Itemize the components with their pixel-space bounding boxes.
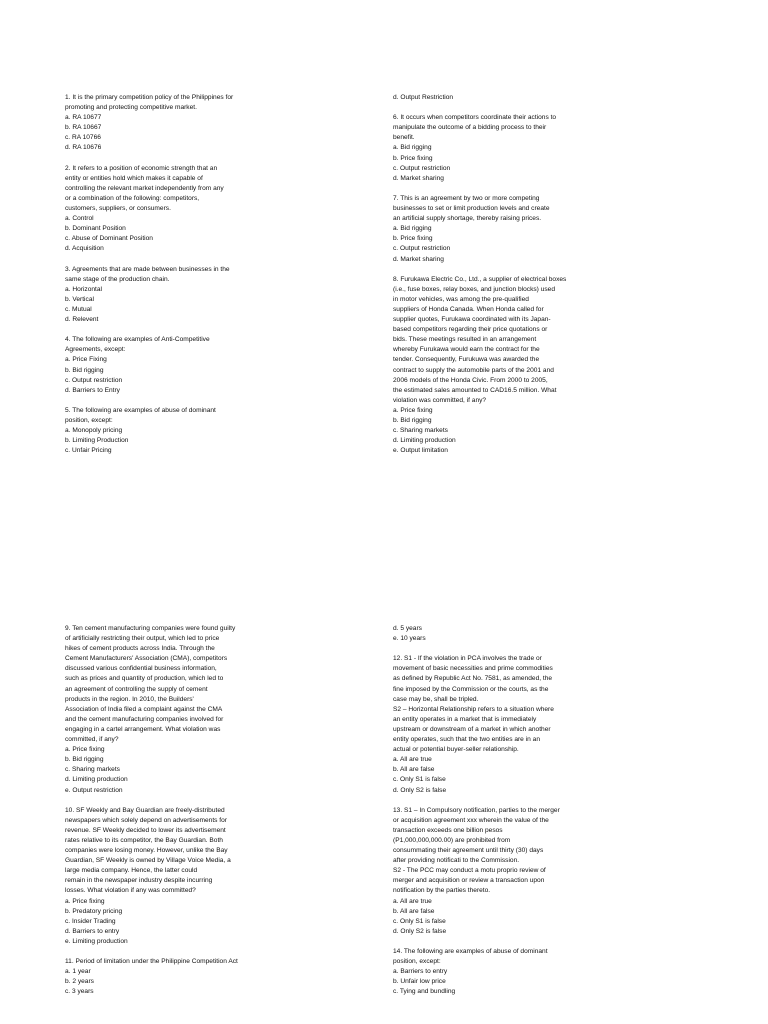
text-line: (P1,000,000,000.00) are prohibited from [393,836,511,844]
column-top-left [65,93,265,456]
text-line: (i.e., fuse boxes, relay boxes, and junction blocks) used [393,285,556,293]
text-line: a. Barriers to entry [393,968,448,976]
text-line: newspapers which solely depend on advertisements for [65,816,228,824]
text-line: a. Control [65,215,94,223]
text-line: whereby Furukawa would earn the contract for the [393,346,540,354]
blank-line [65,255,265,265]
text-line: c. RA 10766 [65,134,101,142]
text-line: d. Barriers to Entry [65,386,120,394]
text-line: 1. It is the primary competition policy of the Philippines for [65,94,234,101]
text-line: tender. Consequently, Furukuwa was awarded the [393,356,540,364]
text-line: 5. The following are examples of abuse of dominant [65,406,216,414]
text-line: c. Sharing markets [393,427,448,435]
text-line: same stage of the production chain. [65,275,170,283]
text-line: a. Price Fixing [65,356,107,364]
text-line: c. Only S1 is false [393,917,446,925]
text-line: e. Output limitation [393,447,448,455]
text-line: c. Output restriction [65,376,123,384]
text-line: entity or entities hold which makes it capable of [65,174,203,182]
text-line: 2. It refers to a position of economic strength that an [65,164,218,172]
text-line: d. 5 years [393,625,422,632]
text-line: upstream or downstream of a market in which another [393,725,551,733]
text-line: and the cement manufacturing companies involved for [65,715,224,723]
text-line: Agreements, except: [65,346,126,354]
text-line: c. Abuse of Dominant Position [65,235,153,243]
blank-line [65,154,265,164]
text-line: c. Unfair Pricing [65,447,112,455]
text-line: 3. Agreements that are made between businesses in the [65,265,230,273]
text-line: 14. The following are examples of abuse of dominant [393,948,548,955]
text-line: after providing notificati to the Commission. [393,857,520,865]
text-line: d. Output Restriction [393,94,454,101]
text-line: transaction exceeds one billion pesos [393,826,503,834]
text-line: an agreement of controlling the supply of cement [65,685,208,693]
text-line: manipulate the outcome of a bidding process to their [393,124,547,132]
column-bottom-right [393,624,593,997]
text-line: c. Sharing markets [65,766,120,774]
text-line: d. Relevent [65,316,99,324]
text-line: or a combination of the following: competitors, [65,194,200,202]
text-line: large media company. Hence, the latter could [65,867,198,875]
blank-line [65,796,265,806]
text-line: b. Bid rigging [65,366,104,374]
text-line: businesses to set or limit production levels and create [393,205,550,213]
text-line: 10. SF Weekly and Bay Guardian are freely-distributed [65,806,225,814]
text-line: a. All are true [393,756,432,764]
text-line: b. All are false [393,766,435,774]
text-line: 2006 models of the Honda Civic. From 2000 to 2005, [393,376,548,384]
text-line: of artificially restricting their output, which led to price [65,635,220,643]
text-line: Cement Manufacturers' Association (CMA), competitors [65,655,228,663]
text-line: 7. This is an agreement by two or more competing [393,194,540,202]
text-line: a. Price fixing [65,746,105,754]
text-line: violation was committed, if any? [393,396,487,404]
text-line: a. All are true [393,897,432,905]
text-line: b. Limiting Production [65,437,129,445]
text-line: c. Output restriction [393,245,451,253]
text-line: products in the region. In 2010, the Builders' [65,695,194,703]
text-line: c. 3 years [65,988,94,996]
text-line: b. Predatory pricing [65,907,123,915]
text-line: a. Horizontal [65,285,103,293]
text-line: b. Price fixing [393,235,433,243]
blank-line [393,937,593,947]
text-line: S2 - The PCC may conduct a motu proprio review of [393,867,546,875]
blank-line [65,396,265,406]
text-line: the estimated sales amounted to CAD16.5 million. What [393,386,557,394]
text-line: an entity operates in a market that is immediately [393,715,537,723]
text-line: consummating their agreement until thirty (30) days [393,847,544,855]
blank-line [393,184,593,194]
text-line: d. Barriers to entry [65,927,120,935]
blank-line [393,796,593,806]
text-line: 6. It occurs when competitors coordinate their actions to [393,114,557,122]
text-line: c. Tying and bundling [393,988,456,996]
blank-line [393,103,593,113]
text-line: fine imposed by the Commission or the courts, as the [393,685,549,693]
blank-line [393,265,593,275]
blank-line [65,947,265,957]
text-line: b. Vertical [65,295,94,303]
column-bottom-left [65,624,265,997]
text-line: entity operates, such that the two entities are in an [393,736,540,744]
text-line: benefit. [393,134,415,142]
text-line: an artificial supply shortage, thereby raising prices. [393,215,542,223]
text-line: d. Only S2 is false [393,786,447,794]
text-line: remain in the newspaper industry despite incurring [65,877,213,885]
text-line: a. Monopoly pricing [65,427,123,435]
text-line: movement of basic necessities and prime commodities [393,665,553,673]
text-line: d. Limiting production [65,776,128,784]
text-line: suppliers of Honda Canada. When Honda called for [393,305,544,313]
text-line: 9. Ten cement manufacturing companies were found guilty [65,625,236,632]
text-line: 13. S1 – In Compulsory notification, parties to the merger [393,806,560,814]
text-line: 4. The following are examples of Anti-Competitive [65,336,210,344]
text-line: in motor vehicles, was among the pre-qualified [393,295,529,303]
text-line: d. Market sharing [393,174,444,182]
text-line: merger and acquisition or review a transaction upon [393,877,545,885]
text-line: rates relative to its competitor, the Bay Guardian. Both [65,836,223,844]
text-line: S2 – Horizontal Relationship refers to a situation where [393,705,554,713]
text-line: c. Only S1 is false [393,776,446,784]
text-line: a. Price fixing [65,897,105,905]
text-line: b. 2 years [65,978,94,986]
text-line: committed, if any? [65,736,119,744]
text-line: controlling the relevant market independently from any [65,184,224,192]
text-line: companies were losing money. However, unlike the Bay [65,847,228,855]
text-line: Guardian, SF Weekly is owned by Village Voice Media, a [65,857,231,865]
text-line: d. Market sharing [393,255,444,263]
text-line: e. Output restriction [65,786,123,794]
text-line: a. Bid rigging [393,144,432,152]
text-line: position, except: [393,958,441,966]
text-line: d. Acquisition [65,245,104,253]
text-line: case may be, shall be tripled. [393,695,479,703]
text-line: 11. Period of limitation under the Philippine Competition Act [65,958,238,966]
blank-line [65,325,265,335]
text-line: notification by the parties thereto. [393,887,491,895]
text-line: c. Output restriction [393,164,451,172]
text-line: a. RA 10677 [65,114,102,122]
text-line: position, except: [65,417,113,424]
text-line: b. Dominant Position [65,225,126,233]
text-line: e. Limiting production [65,937,128,945]
text-line: engaging in a cartel arrangement. What violation was [65,725,221,733]
text-line: discussed various confidential business information, [65,665,217,673]
blank-line [393,644,593,654]
text-line: promoting and protecting competitive market. [65,104,197,112]
text-line: revenue. SF Weekly decided to lower its advertisement [65,826,226,834]
text-line: c. Mutual [65,305,92,313]
text-line: b. Unfair low price [393,978,446,986]
text-line: b. Bid rigging [393,417,432,424]
text-line: e. 10 years [393,635,426,643]
text-line: contract to supply the automobile parts of the 2001 and [393,366,554,374]
text-line: b. Bid rigging [65,756,104,764]
text-line: losses. What violation if any was committed? [65,887,196,895]
text-line: bids. These meetings resulted in an arrangement [393,336,537,344]
text-line: a. Price fixing [393,406,433,414]
text-line: supplier quotes, Furukawa coordinated with its Japan- [393,316,551,324]
text-line: d. Limiting production [393,437,456,445]
text-line: customers, suppliers, or consumers. [65,205,171,213]
text-line: Association of India filed a complaint against the CMA [65,705,223,713]
text-line: b. All are false [393,907,435,915]
text-line: or acquisition agreement xxx wherein the value of the [393,816,549,824]
text-line: c. Insider Trading [65,917,116,925]
text-line: based competitors regarding their price quotations or [393,326,548,334]
text-line: a. 1 year [65,968,91,976]
text-line: d. Only S2 is false [393,927,447,935]
text-line: b. Price fixing [393,154,433,162]
text-line: d. RA 10676 [65,144,102,152]
text-line: such as prices and quantity of production, which led to [65,675,224,683]
text-line: 12. S1 - If the violation in PCA involves the trade or [393,655,542,663]
text-line: hikes of cement products across India. Through the [65,645,215,653]
text-line: 8. Furukawa Electric Co., Ltd., a supplier of electrical boxes [393,275,567,283]
column-top-right [393,93,593,456]
text-line: as defined by Republic Act No. 7581, as amended, the [393,675,553,683]
text-line: b. RA 10667 [65,124,102,132]
text-line: a. Bid rigging [393,225,432,233]
text-line: actual or potential buyer-seller relationship. [393,746,519,754]
